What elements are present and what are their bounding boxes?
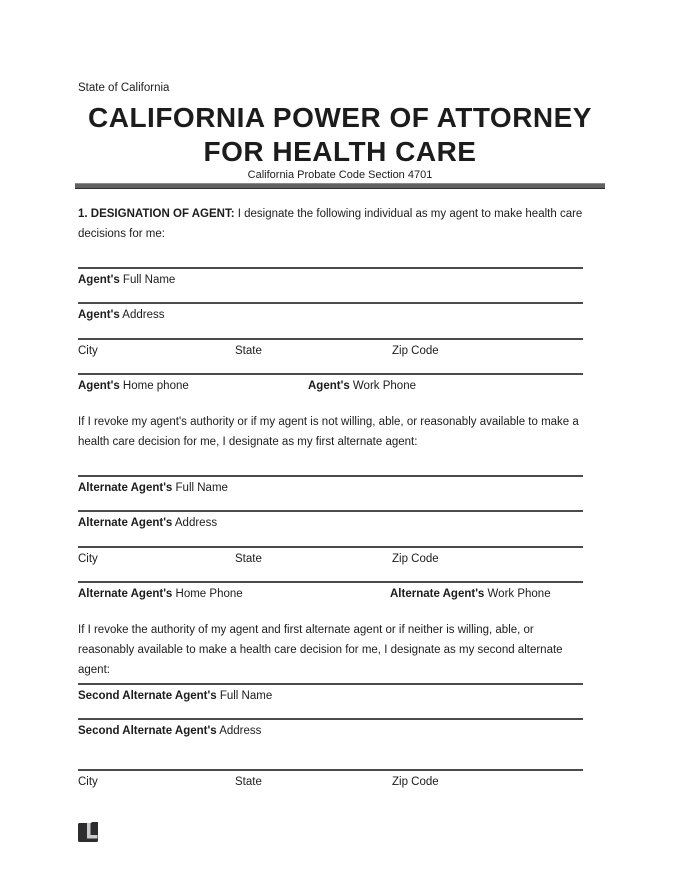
title-line-1: CALIFORNIA POWER OF ATTORNEY (88, 102, 592, 133)
work-phone-label-text: Work Phone (349, 380, 416, 392)
agent-possessive: Agent's (78, 380, 120, 392)
address-label-text: Address (119, 309, 165, 321)
agent-address-field (78, 302, 583, 322)
alternate-full-name-field (78, 475, 583, 495)
agent-full-name-label (78, 269, 583, 287)
document-title (0, 101, 680, 169)
alternate-address-field (78, 510, 583, 530)
agent-home-phone-label (78, 379, 189, 393)
second-alternate-possessive: Second Alternate Agent's (78, 690, 217, 702)
full-name-label-text: Full Name (172, 482, 228, 494)
alternate-possessive: Alternate Agent's (78, 482, 173, 494)
agent-address-label (78, 304, 583, 322)
first-alternate-paragraph: If I revoke my agent's authority or if my agent is not willing, able, or reasonably available to make a health care decision for me, I designate as my first alternate agent: (78, 416, 579, 448)
city-label: City (78, 345, 98, 357)
title-line-2: FOR HEALTH CARE (203, 136, 477, 167)
alternate-possessive: Alternate Agent's (78, 588, 173, 600)
second-alternate-city-state-zip-field (78, 769, 583, 845)
work-phone-label-text: Work Phone (484, 588, 551, 600)
agent-possessive: Agent's (78, 274, 120, 286)
alternate-work-phone-label (390, 587, 551, 601)
home-phone-label-text: Home phone (119, 380, 189, 392)
zip-code-label: Zip Code (392, 553, 439, 565)
city-label: City (78, 776, 98, 788)
second-alternate-possessive: Second Alternate Agent's (78, 725, 217, 737)
address-label-text: Address (172, 517, 218, 529)
second-alternate-paragraph: If I revoke the authority of my agent and first alternate agent or if neither is willing, able, or reasonably available to make a health care decision for me, I designate as my second alternate agent: (78, 624, 563, 676)
agent-full-name-field (78, 267, 583, 287)
home-phone-label-text: Home Phone (172, 588, 243, 600)
alternate-possessive: Alternate Agent's (78, 517, 173, 529)
city-label: City (78, 553, 98, 565)
alternate-address-label (78, 512, 583, 530)
agent-possessive: Agent's (78, 309, 120, 321)
agent-possessive: Agent's (308, 380, 350, 392)
document-subtitle: California Probate Code Section 4701 (247, 169, 433, 181)
section-1-heading (78, 204, 593, 244)
zip-code-label: Zip Code (392, 776, 439, 788)
second-alternate-address-label (78, 720, 583, 738)
alternate-possessive: Alternate Agent's (390, 588, 485, 600)
state-label: State of California (78, 82, 170, 94)
state-field-label: State (235, 345, 262, 357)
second-alternate-full-name-field (78, 683, 583, 703)
state-field-label: State (235, 553, 262, 565)
full-name-label-text: Full Name (216, 690, 273, 702)
alternate-full-name-label (78, 477, 583, 495)
second-alternate-city-state-zip-labels (78, 771, 583, 845)
agent-work-phone-label (308, 379, 416, 393)
section-1-intro: I designate the following individual as my agent to make health care decisions for me: (78, 208, 583, 240)
address-label-text: Address (216, 725, 262, 737)
header-rule (75, 183, 605, 189)
second-alternate-full-name-label (78, 685, 583, 703)
state-field-label: State (235, 776, 262, 788)
alternate-home-phone-label (78, 587, 243, 601)
second-alternate-address-field (78, 718, 583, 738)
legal-templates-logo-icon (78, 822, 98, 842)
section-1-number: 1. DESIGNATION OF AGENT: (78, 208, 235, 220)
zip-code-label: Zip Code (392, 345, 439, 357)
full-name-label-text: Full Name (119, 274, 176, 286)
